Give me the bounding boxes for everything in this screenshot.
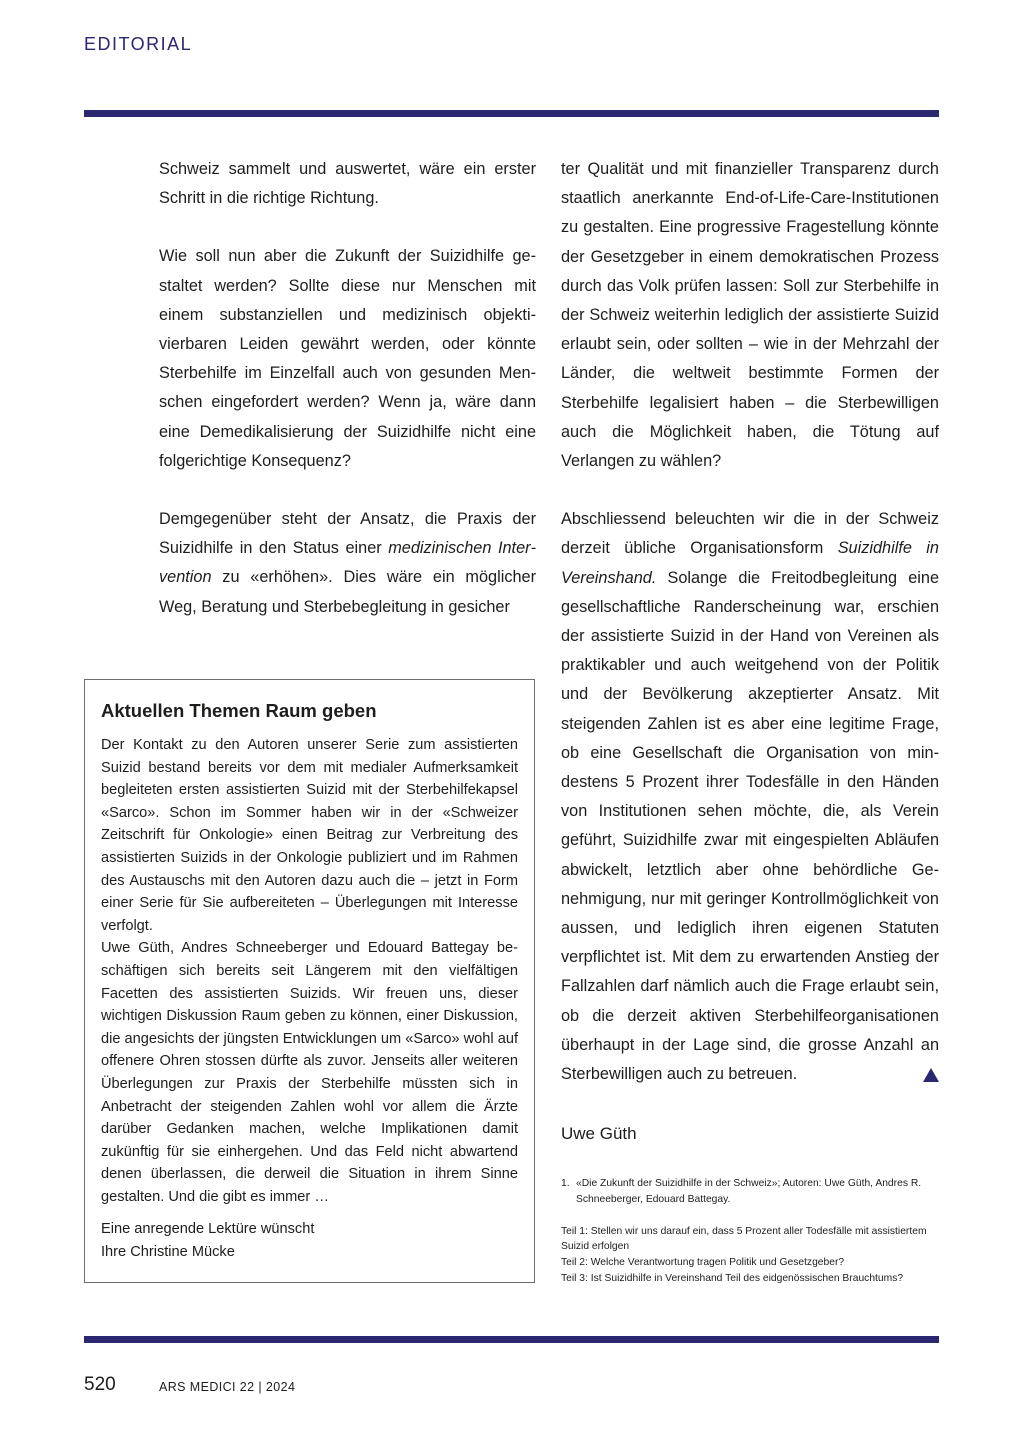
editorial-box [84, 679, 535, 1283]
top-rule [84, 110, 939, 117]
series-part-2: Teil 2: Welche Verantwortung tragen Politik und Gesetzgeber? [561, 1257, 845, 1269]
box-signature [101, 1218, 518, 1263]
right-column [561, 155, 939, 1118]
left-paragraph-3 [159, 505, 536, 622]
left-paragraph-3-start: Demgegenüber steht der Ansatz, die Praxis der Suizidhilfe in den Status einer [159, 510, 536, 558]
right-paragraph-2-emphasis: Suizidhilfe in Vereinshand. [561, 539, 939, 587]
bottom-rule [84, 1336, 939, 1343]
box-title: Aktuellen Themen Raum geben [101, 700, 377, 721]
right-paragraph-2 [561, 505, 939, 1089]
series-part-3: Teil 3: Ist Suizidhilfe in Vereinshand Teil des eidgenössischen Brauchtums? [561, 1272, 904, 1284]
footnote-number: 1. [561, 1178, 570, 1189]
series-part-1: Teil 1: Stellen wir uns darauf ein, dass 5 Prozent aller Todesfälle mit assistiertem Suizid erfolgen [561, 1225, 927, 1253]
box-signature-line-1: Eine anregende Lektüre wünscht [101, 1221, 315, 1238]
left-paragraph-1: Schweiz sammelt und auswertet, wäre ein erster Schritt in die richtige Richtung. [159, 160, 536, 208]
box-signature-line-2: Ihre Christine Mücke [101, 1244, 235, 1261]
right-paragraph-2-start: Abschliessend beleuchten wir die in der Schweiz derzeit übliche Organisationsform [561, 510, 939, 558]
left-paragraph-3-emphasis: medizinischen Intervention [159, 539, 536, 587]
journal-name: ARS MEDICI 22 | 2024 [159, 1380, 296, 1394]
left-paragraph-2: Wie soll nun aber die Zukunft der Suizidhilfe gestaltet werden? Sollte diese nur Menschen mit einem substanziellen und medizinisch objektivierbaren Leiden gewährt werden, oder könnte Sterbehilfe im Einzelfall auch von gesunden Menschen eingefordert werden? Wenn ja, wäre dann eine Demedikalisierung der Suizidhilfe nicht eine folgerichtige Konsequenz? [159, 247, 536, 470]
page-number: 520 [84, 1374, 116, 1395]
notes-section [561, 1176, 939, 1287]
box-paragraph-2: Uwe Güth, Andres Schneeberger und Edouard Battegay beschäftigen sich bereits seit Längerem mit den vielfältigen Facetten des assistierten Suizids. Wir freuen uns, dieser wichtigen Diskussion Raum geben zu können, einer Diskussion, die angesichts der jüngsten Entwicklungen um «Sarco» wohl auf offenere Ohren stossen dürfte als zuvor. Jenseits aller weiteren Überlegungen zur Praxis der Sterbehilfe müssten sich in Anbetracht der steigenden Zahlen wohl vor allem die Ärzte darüber Gedanken machen, welche Implikationen damit zukünftig für sie einhergehen. Und das Feld nicht abwartend denen überlassen, die derweil die Situation in ihrem Sinne gestalten. Und die gibt es immer … [101, 940, 518, 1205]
section-label: EDITORIAL [84, 34, 193, 54]
author-name: Uwe Güth [561, 1124, 637, 1143]
right-paragraph-1: ter Qualität und mit finanzieller Transparenz durch staatlich anerkannte End-of-Life-Care-Institutionen zu gestalten. Eine progressive Fragestellung könnte der Gesetzgeber in einem demokratischen Prozess durch das Volk prüfen lassen: Soll zur Sterbehilfe in der Schweiz weiterhin lediglich der assistierte Suizid erlaubt sein, oder sollten – wie in der Mehrzahl der Länder, die weltweit bestimmte Formen der Sterbehilfe legalisiert haben – die Sterbewilligen auch die Möglichkeit haben, die Tötung auf Verlangen zu wählen? [561, 160, 939, 471]
left-column [159, 155, 536, 651]
left-paragraph-3-end: zu «erhöhen». Dies wäre ein möglicher Weg, Beratung und Sterbebegleitung in gesicher [159, 568, 536, 616]
footnote-text: «Die Zukunft der Suizidhilfe in der Schweiz»; Autoren: Uwe Güth, Andres R. Schneeberger, Edouard Battegay. [576, 1178, 922, 1205]
end-of-article-icon [923, 1068, 939, 1082]
box-paragraph-1: Der Kontakt zu den Autoren unserer Serie zum assistierten Suizid bestand bereits vor dem mit medialer Aufmerksamkeit begleiteten ersten assistierten Suizid mit der Sterbehilfekapsel «Sarco». Schon im Sommer haben wir in der «Schweizer Zeitschrift für Onkologie» einen Beitrag zur Verbreitung des assistierten Suizids in der Onkologie publiziert und im Rahmen des Austauschs mit den Autoren dazu auch die – jetzt in Form einer Serie für Sie aufbereiteten – Überlegungen mit Interesse verfolgt. [101, 737, 518, 934]
footnote [561, 1176, 939, 1208]
right-paragraph-2-end: Solange die Freitodbegleitung eine gesellschaftliche Randerscheinung war, erschien der assistierte Suizid in der Hand von Vereinen als praktikabler und auch weitgehend von der Politik und der Bevölkerung akzeptierter Ansatz. Mit steigenden Zahlen ist es aber eine legitime Frage, ob eine Gesellschaft die Organisation von mindestens 5 Prozent ihrer Todesfälle in den Händen von Institutionen sehen möchte, die, als Verein geführt, Suizidhilfe zwar mit eingespielten Abläufen abwickelt, letztlich aber ohne behördliche Genehmigung, nur mit geringer Kontrollmöglichkeit von aussen, und lediglich ihren eigenen Statuten verpflichtet ist. Mit dem zu erwartenden Anstieg der Fallzahlen darf nämlich auch die Frage erlaubt sein, ob die derzeit aktiven Sterbehilfeorganisationen überhaupt in der Lage sind, die grosse Anzahl an Sterbewilligen auch zu betreuen. [561, 568, 939, 1084]
